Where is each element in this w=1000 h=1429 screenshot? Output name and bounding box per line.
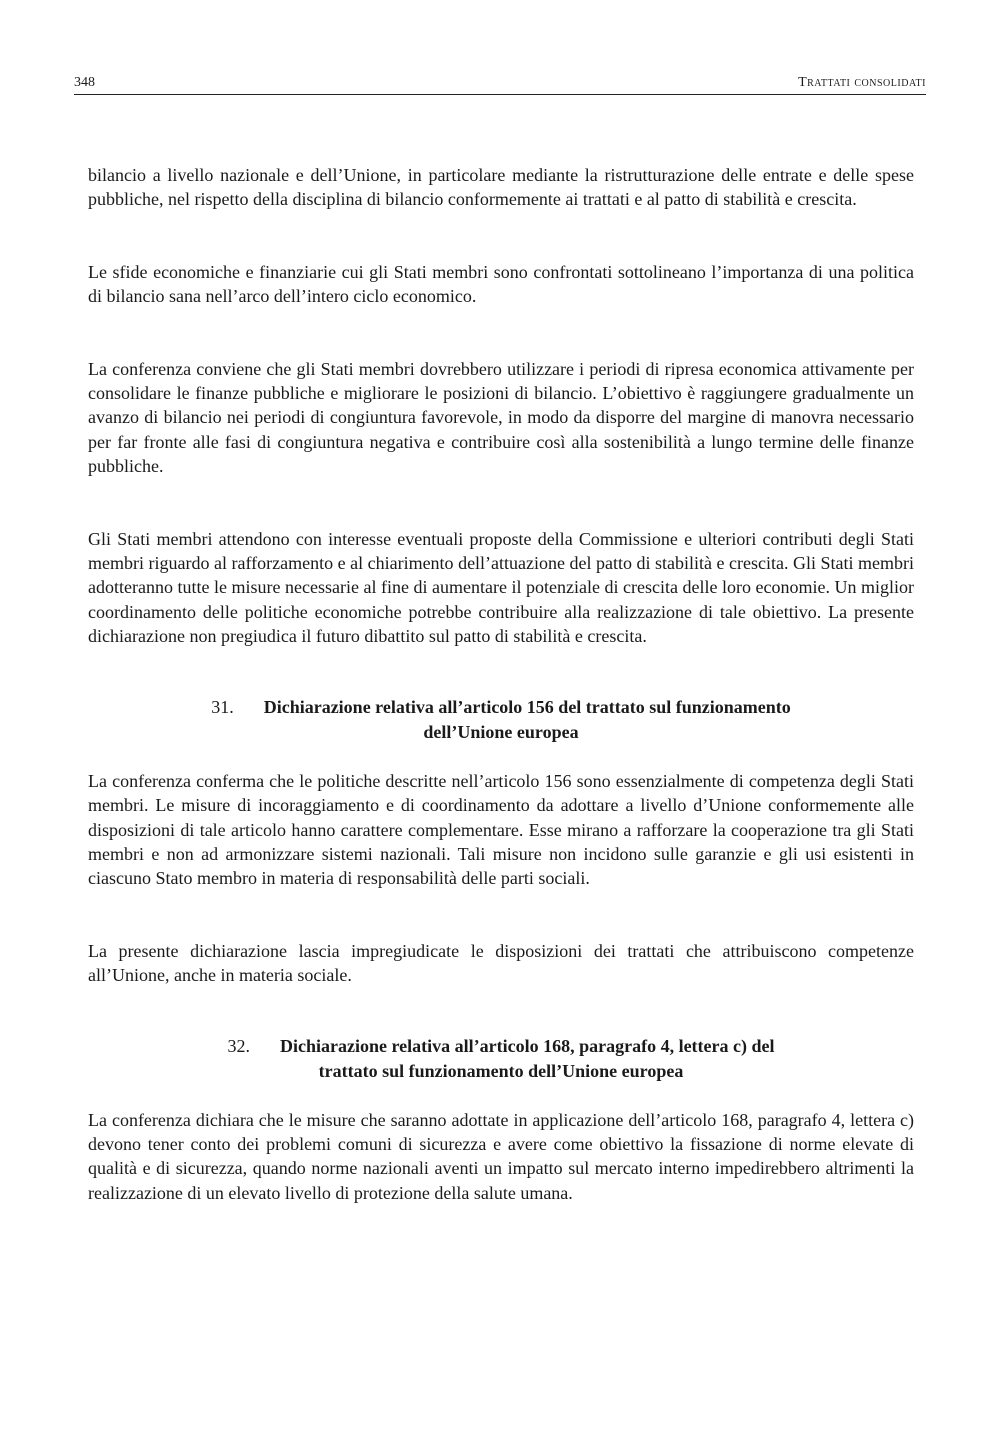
running-title: Trattati consolidati <box>798 75 926 90</box>
paragraph: Gli Stati membri attendono con interesse eventuali proposte della Commissione e ulteriori contributi degli Stati membri riguardo al rafforzamento e al chiarimento dell’attuazione del patto di stabilità e crescita. Gli Stati membri adotteranno tutte le misure necessarie al fine di aumentare il potenziale di crescita delle loro economie. Un miglior coordinamento delle politiche economiche potrebbe contribuire alla realizzazione di tale obiettivo. La presente dichiarazione non pregiudica il futuro dibattito sul patto di stabilità e crescita. <box>88 528 914 647</box>
paragraph: La conferenza conferma che le politiche descritte nell’articolo 156 sono essenzialmente di competenza degli Stati membri. Le misure di incoraggiamento e di coordinamento da adottare a livello d’Unione conformemente alle disposizioni di tale articolo hanno carattere complementare. Esse mirano a rafforzare la cooperazione tra gli Stati membri e non ad armonizzare sistemi nazionali. Tali misure non incidono sulle garanzie e gli usi esistenti in ciascuno Stato membro in materia di responsabilità delle parti sociali. <box>88 770 914 889</box>
paragraph: bilancio a livello nazionale e dell’Unione, in particolare mediante la ristrutturazione delle entrate e delle spese pubbliche, nel rispetto della disciplina di bilancio conformemente ai trattati e al patto di stabilità e crescita. <box>88 165 914 210</box>
section-heading-31 <box>88 695 914 745</box>
section-number: 31. <box>211 696 234 717</box>
section-title-line: Dichiarazione relativa all’articolo 156 del trattato sul funzionamento <box>263 696 791 717</box>
paragraph: La presente dichiarazione lascia impregiudicate le disposizioni dei trattati che attribuiscono competenze all’Unione, anche in materia sociale. <box>88 940 914 986</box>
section-title-line: dell’Unione europea <box>423 721 579 742</box>
page-body <box>88 163 914 1205</box>
page-number: 348 <box>74 75 95 90</box>
paragraph: La conferenza conviene che gli Stati membri dovrebbero utilizzare i periodi di ripresa economica attivamente per consolidare le finanze pubbliche e migliorare le posizioni di bilancio. L’obiettivo è raggiungere gradualmente un avanzo di bilancio nei periodi di congiuntura favorevole, in modo da disporre del margine di manovra necessario per far fronte alle fasi di congiuntura negativa e contribuire così alla sostenibilità a lungo termine delle finanze pubbliche. <box>88 358 914 477</box>
paragraph: La conferenza dichiara che le misure che saranno adottate in applicazione dell’articolo 168, paragrafo 4, lettera c) devono tener conto dei problemi comuni di sicurezza e avere come obiettivo la fissazione di norme elevate di qualità e di sicurezza, quando norme nazionali aventi un impatto sul mercato interno impedirebbero altrimenti la realizzazione di un elevato livello di protezione della salute umana. <box>88 1109 914 1203</box>
page-header <box>74 74 926 95</box>
section-number: 32. <box>227 1035 250 1056</box>
section-heading-32 <box>88 1034 914 1084</box>
section-title-line: Dichiarazione relativa all’articolo 168, paragrafo 4, lettera c) del <box>279 1035 775 1056</box>
paragraph: Le sfide economiche e finanziarie cui gli Stati membri sono confrontati sottolineano l’importanza di una politica di bilancio sana nell’arco dell’intero ciclo economico. <box>88 261 914 307</box>
section-title-line: trattato sul funzionamento dell’Unione europea <box>318 1060 684 1081</box>
